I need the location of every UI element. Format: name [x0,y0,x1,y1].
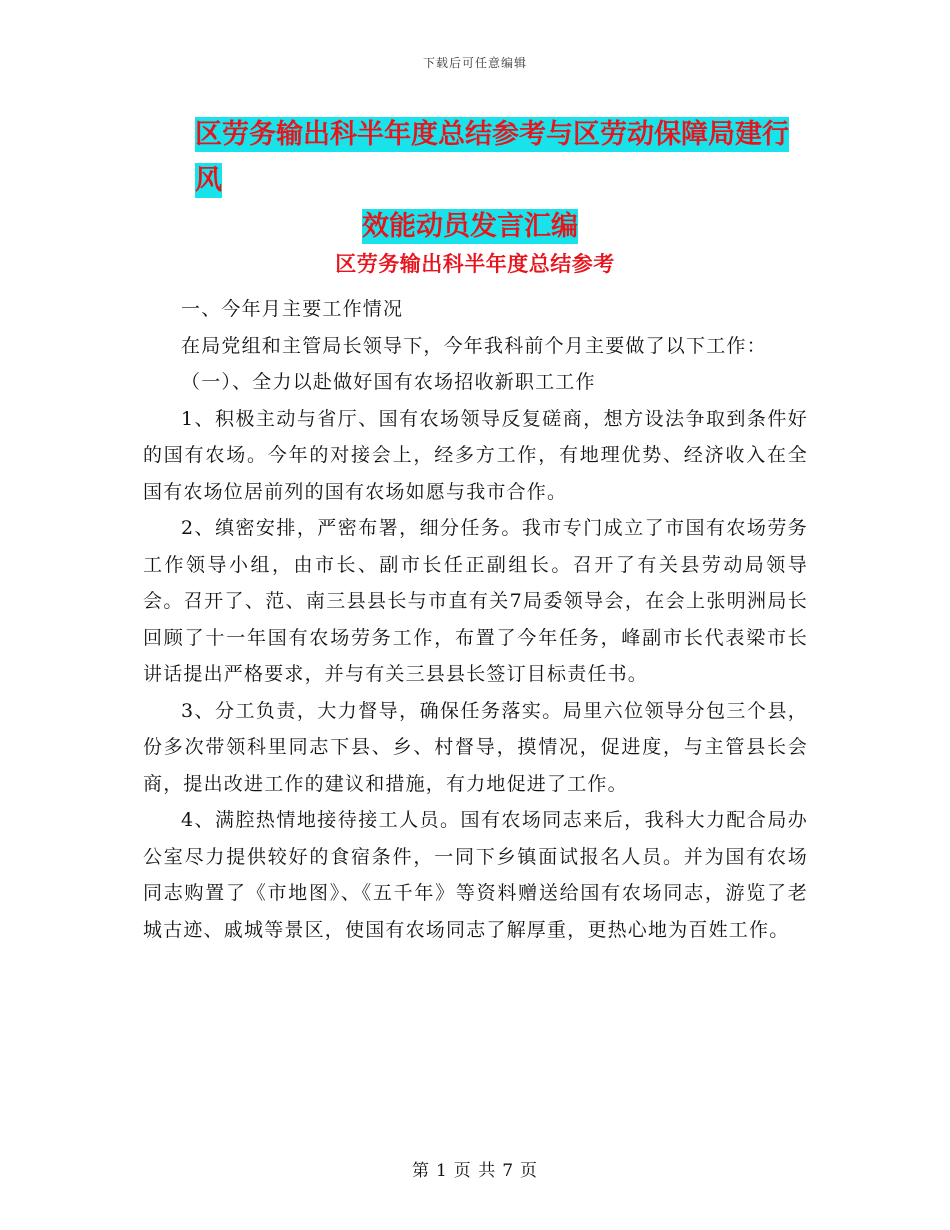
title-line-2: 效能动员发言汇编 [362,211,578,242]
paragraph-heading-1: 一、今年月主要工作情况 [181,298,404,320]
section-title: 区劳务输出科半年度总结参考 [335,252,615,276]
footer-page-number: 1 [435,1161,448,1181]
footer-suffix: 页 [520,1161,539,1181]
header-note: 下载后可任意编辑 [422,56,527,70]
paragraph-item-4: 4、满腔热情地接待接工人员。国有农场同志来后，我科大力配合局办公室尽力提供较好的食宿条件，一同下乡镇面试报名人员。并为国有农场同志购置了《市地图》、《五千年》等资料赠送给国有农场同志，游览了老城古迹、戚城等景区，使国有农场同志了解厚重，更热心地为百姓工作。 [143,809,808,941]
title-line-1: 区劳务输出科半年度总结参考与区劳动保障局建行风 [195,119,789,196]
paragraph-item-1: 1、积极主动与省厅、国有农场领导反复磋商，想方设法争取到条件好的国有农场。今年的对接会上，经多方工作，有地理优势、经济收入在全国有农场位居前列的国有农场如愿与我市合作。 [143,407,808,503]
document-body [143,291,808,948]
footer-prefix: 第 [411,1161,430,1181]
paragraph-subheading-1: （一）、全力以赴做好国有农场招收新职工工作 [181,371,596,393]
paragraph-item-3: 3、分工负责，大力督导，确保任务落实。局里六位领导分包三个县，份多次带领科里同志下县、乡、村督导，摸情况，促进度，与主管县长会商，提出改进工作的建议和措施，有力地促进了工作。 [143,699,808,795]
footer-total-pages: 7 [502,1161,515,1181]
paragraph-item-2: 2、缜密安排，严密布署，细分任务。我市专门成立了市国有农场劳务工作领导小组，由市长、副市长任正副组长。召开了有关县劳动局领导会。召开了、范、南三县县长与市直有关7局委领导会，在会上张明洲局长回顾了十一年国有农场劳务工作，布置了今年任务，峰副市长代表梁市长讲话提出严格要求，并与有关三县县长签订目标责任书。 [143,517,808,685]
footer-mid: 页 共 [453,1161,497,1181]
page-footer [0,1156,950,1181]
document-title [195,112,805,250]
paragraph-intro: 在局党组和主管局长领导下，今年我科前个月主要做了以下工作： [181,334,767,357]
